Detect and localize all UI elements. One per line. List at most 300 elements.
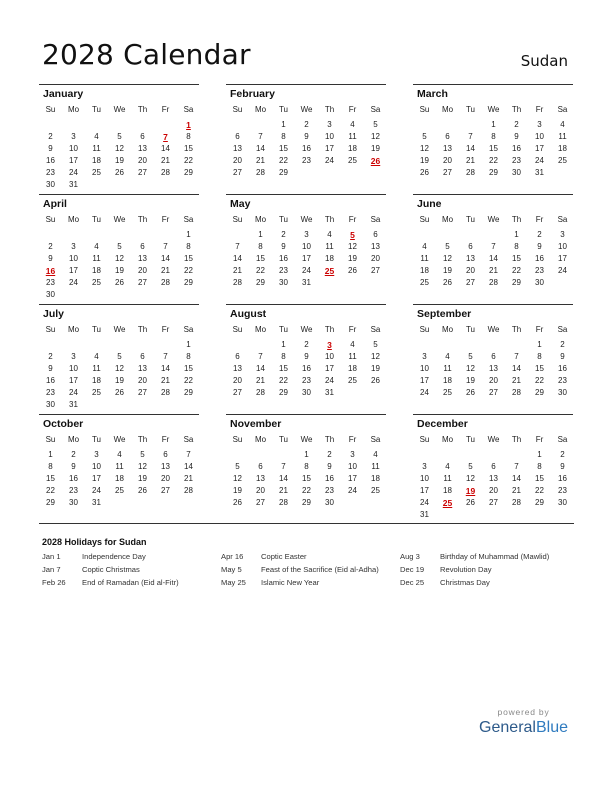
day-cell: 11 <box>558 132 567 141</box>
day-cell: 9 <box>560 462 565 471</box>
weekday-label: Fr <box>348 215 357 224</box>
month-april <box>39 194 199 305</box>
weekday-header <box>413 105 573 115</box>
day-cell: 14 <box>184 462 193 471</box>
day-cell: 23 <box>279 266 288 275</box>
day-cell: 25 <box>92 388 101 397</box>
day-cell: 4 <box>94 242 99 251</box>
day-cell: 28 <box>184 486 193 495</box>
day-cell: 22 <box>279 376 288 385</box>
day-cell: 26 <box>115 388 124 397</box>
weekday-label: Su <box>45 215 56 224</box>
day-cell: 25 <box>558 156 567 165</box>
day-cell: 20 <box>233 156 242 165</box>
day-cell: 28 <box>256 388 265 397</box>
weekday-label: We <box>113 105 126 114</box>
weekday-label: Mo <box>254 105 267 114</box>
day-cell: 5 <box>373 120 378 129</box>
day-cell: 28 <box>161 278 170 287</box>
day-cell: 4 <box>350 120 355 129</box>
day-cell: 19 <box>420 156 429 165</box>
day-cell: 10 <box>69 364 78 373</box>
weekday-label: Mo <box>254 435 267 444</box>
weekday-header <box>39 325 199 335</box>
month-november <box>226 414 386 525</box>
day-cell: 3 <box>304 230 309 239</box>
week-row <box>39 180 199 192</box>
day-cell: 24 <box>420 388 429 397</box>
weekday-label: Sa <box>183 215 194 224</box>
weekday-label: Su <box>232 105 243 114</box>
month-july <box>39 304 199 415</box>
holiday-item <box>400 578 580 591</box>
day-cell: 15 <box>512 254 521 263</box>
day-cell: 1 <box>281 120 286 129</box>
day-cell: 22 <box>256 266 265 275</box>
day-cell: 26 <box>115 278 124 287</box>
weekday-label: Mo <box>67 105 80 114</box>
day-cell: 12 <box>371 132 380 141</box>
day-cell: 4 <box>327 230 332 239</box>
day-cell: 11 <box>443 364 452 373</box>
weekday-label: Su <box>419 215 430 224</box>
weekday-label: Fr <box>161 435 170 444</box>
week-row <box>39 474 199 486</box>
week-row <box>226 462 386 474</box>
day-cell: 22 <box>184 156 193 165</box>
day-cell: 21 <box>256 156 265 165</box>
weekday-label: We <box>300 325 313 334</box>
week-row <box>413 340 573 352</box>
week-row <box>413 156 573 168</box>
weekday-label: Th <box>137 215 148 224</box>
week-row <box>413 462 573 474</box>
day-cell: 2 <box>537 230 542 239</box>
day-cell: 29 <box>489 168 498 177</box>
day-cell: 8 <box>281 132 286 141</box>
day-cell: 4 <box>445 352 450 361</box>
week-row <box>39 290 199 302</box>
weekday-label: Tu <box>465 435 476 444</box>
holiday-name: Coptic Christmas <box>82 565 140 574</box>
holiday-date: May 5 <box>221 565 242 574</box>
day-cell: 13 <box>233 364 242 373</box>
week-row <box>39 266 199 278</box>
day-cell: 23 <box>46 278 55 287</box>
weekday-label: Su <box>419 325 430 334</box>
day-cell: 29 <box>184 388 193 397</box>
weekday-label: We <box>487 215 500 224</box>
day-cell: 27 <box>161 486 170 495</box>
day-cell: 8 <box>537 462 542 471</box>
day-cell: 25 <box>92 278 101 287</box>
weekday-header <box>226 325 386 335</box>
day-cell: 26 <box>466 388 475 397</box>
week-row <box>413 266 573 278</box>
day-cell: 30 <box>558 498 567 507</box>
weekday-label: Th <box>324 215 335 224</box>
weekday-label: Th <box>511 105 522 114</box>
week-row <box>413 510 573 522</box>
day-cell: 20 <box>138 156 147 165</box>
week-row <box>39 168 199 180</box>
day-cell: 18 <box>92 156 101 165</box>
weekday-label: Su <box>419 105 430 114</box>
week-row <box>39 230 199 242</box>
holiday-name: Christmas Day <box>440 578 490 587</box>
holiday-name: Coptic Easter <box>261 552 307 561</box>
day-cell: 28 <box>279 498 288 507</box>
day-cell: 18 <box>558 144 567 153</box>
month-march <box>413 84 573 195</box>
month-name: August <box>230 308 267 320</box>
weekday-label: Th <box>324 105 335 114</box>
day-cell: 10 <box>325 132 334 141</box>
day-cell: 24 <box>302 266 311 275</box>
day-cell: 30 <box>46 290 55 299</box>
weekday-header <box>39 105 199 115</box>
day-cell: 16 <box>512 144 521 153</box>
day-cell: 15 <box>489 144 498 153</box>
day-cell: 6 <box>140 132 145 141</box>
day-cell: 15 <box>46 474 55 483</box>
week-row <box>39 278 199 290</box>
day-cell: 13 <box>466 254 475 263</box>
day-cell: 13 <box>233 144 242 153</box>
day-cell: 17 <box>69 156 78 165</box>
day-cell: 13 <box>489 364 498 373</box>
day-cell: 13 <box>371 242 380 251</box>
week-row <box>226 486 386 498</box>
day-cell: 21 <box>161 266 170 275</box>
day-cell: 5 <box>235 462 240 471</box>
day-cell: 5 <box>468 352 473 361</box>
day-cell: 15 <box>535 474 544 483</box>
day-cell: 7 <box>163 352 168 361</box>
day-cell: 9 <box>537 242 542 251</box>
day-cell: 15 <box>535 364 544 373</box>
weekday-label: Su <box>232 325 243 334</box>
day-cell: 8 <box>491 132 496 141</box>
day-cell: 1 <box>281 340 286 349</box>
day-cell: 1 <box>537 340 542 349</box>
day-cell: 9 <box>281 242 286 251</box>
day-cell: 17 <box>535 144 544 153</box>
day-cell: 9 <box>48 254 53 263</box>
week-row <box>39 120 199 132</box>
weekday-label: Mo <box>254 215 267 224</box>
day-cell: 2 <box>281 230 286 239</box>
day-cell: 14 <box>466 144 475 153</box>
day-cell: 24 <box>420 498 429 507</box>
day-cell: 20 <box>489 486 498 495</box>
day-cell: 20 <box>138 376 147 385</box>
day-cell: 24 <box>69 388 78 397</box>
day-cell: 24 <box>92 486 101 495</box>
day-cell: 6 <box>258 462 263 471</box>
day-cell: 6 <box>235 352 240 361</box>
day-cell: 25 <box>420 278 429 287</box>
day-cell: 9 <box>327 462 332 471</box>
weekday-label: Tu <box>91 435 102 444</box>
holiday-column <box>400 552 580 591</box>
day-cell: 15 <box>279 144 288 153</box>
week-row <box>226 144 386 156</box>
day-cell: 23 <box>69 486 78 495</box>
day-cell: 17 <box>69 266 78 275</box>
weekday-label: We <box>487 105 500 114</box>
weekday-label: Mo <box>441 435 454 444</box>
weekday-label: Tu <box>91 105 102 114</box>
day-cell: 7 <box>186 450 191 459</box>
day-cell: 10 <box>348 462 357 471</box>
day-cell: 23 <box>558 376 567 385</box>
weekday-label: We <box>113 325 126 334</box>
holiday-item <box>400 552 580 565</box>
day-cell: 22 <box>489 156 498 165</box>
day-cell: 17 <box>420 486 429 495</box>
day-cell: 8 <box>537 352 542 361</box>
week-row <box>39 388 199 400</box>
weekday-label: Mo <box>67 325 80 334</box>
holiday-name: End of Ramadan (Eid al-Fitr) <box>82 578 179 587</box>
day-cell: 4 <box>445 462 450 471</box>
day-cell: 7 <box>281 462 286 471</box>
weekday-label: Mo <box>441 325 454 334</box>
day-cell: 30 <box>69 498 78 507</box>
month-name: January <box>43 88 84 100</box>
day-cell: 10 <box>420 474 429 483</box>
day-cell: 27 <box>233 168 242 177</box>
week-row <box>39 450 199 462</box>
day-cell: 12 <box>115 364 124 373</box>
day-cell: 12 <box>115 254 124 263</box>
day-cell: 29 <box>279 168 288 177</box>
holiday-item <box>42 552 222 565</box>
month-name: September <box>417 308 472 320</box>
day-cell: 31 <box>535 168 544 177</box>
day-cell: 25 <box>115 486 124 495</box>
week-row <box>413 352 573 364</box>
day-cell: 18 <box>115 474 124 483</box>
day-cell: 15 <box>184 254 193 263</box>
holiday-day-cell: 19 <box>465 486 476 496</box>
weekday-label: Th <box>137 435 148 444</box>
day-cell: 4 <box>422 242 427 251</box>
weekday-header <box>39 435 199 445</box>
day-cell: 5 <box>445 242 450 251</box>
holidays-title: 2028 Holidays for Sudan <box>42 537 147 547</box>
week-row <box>226 278 386 290</box>
day-cell: 17 <box>348 474 357 483</box>
day-cell: 18 <box>371 474 380 483</box>
day-cell: 12 <box>233 474 242 483</box>
weekday-label: Su <box>45 105 56 114</box>
weekday-label: Sa <box>557 105 568 114</box>
week-row <box>413 230 573 242</box>
week-row <box>413 388 573 400</box>
day-cell: 29 <box>46 498 55 507</box>
weekday-label: Tu <box>465 105 476 114</box>
day-cell: 27 <box>489 388 498 397</box>
day-cell: 25 <box>371 486 380 495</box>
day-cell: 10 <box>69 144 78 153</box>
weekday-label: Su <box>232 215 243 224</box>
weekday-label: We <box>113 435 126 444</box>
day-cell: 12 <box>348 242 357 251</box>
weekday-label: Mo <box>441 105 454 114</box>
week-row <box>413 168 573 180</box>
day-cell: 11 <box>371 462 380 471</box>
week-row <box>413 120 573 132</box>
day-cell: 18 <box>443 486 452 495</box>
week-row <box>413 132 573 144</box>
day-cell: 24 <box>69 278 78 287</box>
day-cell: 17 <box>325 364 334 373</box>
day-cell: 31 <box>325 388 334 397</box>
day-cell: 27 <box>466 278 475 287</box>
day-cell: 17 <box>558 254 567 263</box>
day-cell: 25 <box>348 376 357 385</box>
day-cell: 23 <box>46 388 55 397</box>
week-row <box>226 254 386 266</box>
day-cell: 8 <box>514 242 519 251</box>
weekday-label: Th <box>324 325 335 334</box>
day-cell: 10 <box>535 132 544 141</box>
week-row <box>39 352 199 364</box>
day-cell: 2 <box>304 340 309 349</box>
day-cell: 11 <box>92 364 101 373</box>
holiday-item <box>221 552 401 565</box>
day-cell: 11 <box>92 254 101 263</box>
day-cell: 25 <box>443 388 452 397</box>
day-cell: 30 <box>512 168 521 177</box>
day-cell: 21 <box>184 474 193 483</box>
day-cell: 7 <box>258 352 263 361</box>
holiday-item <box>221 578 401 591</box>
day-cell: 25 <box>92 168 101 177</box>
day-cell: 27 <box>256 498 265 507</box>
weekday-label: Mo <box>254 325 267 334</box>
weekday-label: Su <box>419 435 430 444</box>
week-row <box>226 266 386 278</box>
week-row <box>413 278 573 290</box>
month-name: February <box>230 88 275 100</box>
brand-name-part-b: Blue <box>535 719 568 736</box>
day-cell: 11 <box>115 462 124 471</box>
week-row <box>413 486 573 498</box>
day-cell: 29 <box>535 388 544 397</box>
day-cell: 12 <box>443 254 452 263</box>
day-cell: 13 <box>138 254 147 263</box>
day-cell: 4 <box>94 352 99 361</box>
day-cell: 18 <box>92 376 101 385</box>
holiday-day-cell: 3 <box>327 340 332 350</box>
day-cell: 19 <box>348 254 357 263</box>
week-row <box>39 340 199 352</box>
holiday-item <box>42 578 222 591</box>
day-cell: 28 <box>161 168 170 177</box>
day-cell: 5 <box>140 450 145 459</box>
day-cell: 10 <box>302 242 311 251</box>
day-cell: 29 <box>279 388 288 397</box>
weekday-label: We <box>487 325 500 334</box>
holiday-day-cell: 7 <box>163 132 168 142</box>
day-cell: 14 <box>161 364 170 373</box>
day-cell: 26 <box>371 376 380 385</box>
day-cell: 15 <box>302 474 311 483</box>
day-cell: 7 <box>491 242 496 251</box>
day-cell: 12 <box>138 462 147 471</box>
day-cell: 31 <box>69 400 78 409</box>
weekday-label: Tu <box>465 325 476 334</box>
day-cell: 18 <box>348 144 357 153</box>
weekday-label: We <box>487 435 500 444</box>
week-row <box>39 486 199 498</box>
day-cell: 6 <box>491 462 496 471</box>
day-cell: 16 <box>46 376 55 385</box>
day-cell: 7 <box>258 132 263 141</box>
day-cell: 29 <box>256 278 265 287</box>
day-cell: 9 <box>48 144 53 153</box>
day-cell: 17 <box>325 144 334 153</box>
day-cell: 20 <box>489 376 498 385</box>
week-row <box>226 120 386 132</box>
day-cell: 9 <box>514 132 519 141</box>
day-cell: 11 <box>92 144 101 153</box>
weekday-label: Fr <box>348 105 357 114</box>
day-cell: 20 <box>161 474 170 483</box>
month-december <box>413 414 573 525</box>
day-cell: 24 <box>348 486 357 495</box>
day-cell: 12 <box>420 144 429 153</box>
weekday-label: Th <box>324 435 335 444</box>
day-cell: 11 <box>443 474 452 483</box>
day-cell: 16 <box>46 156 55 165</box>
day-cell: 21 <box>256 376 265 385</box>
month-name: June <box>417 198 442 210</box>
brand-logo <box>479 707 568 737</box>
day-cell: 30 <box>279 278 288 287</box>
calendar-grid <box>39 84 574 524</box>
day-cell: 20 <box>466 266 475 275</box>
day-cell: 30 <box>325 498 334 507</box>
day-cell: 21 <box>279 486 288 495</box>
month-name: October <box>43 418 84 430</box>
weekday-label: Tu <box>465 215 476 224</box>
day-cell: 16 <box>558 474 567 483</box>
weekday-label: Th <box>137 105 148 114</box>
day-cell: 5 <box>117 352 122 361</box>
day-cell: 23 <box>325 486 334 495</box>
day-cell: 3 <box>560 230 565 239</box>
day-cell: 6 <box>163 450 168 459</box>
powered-by-text: powered by <box>497 707 550 717</box>
week-row <box>226 132 386 144</box>
holiday-date: Apr 16 <box>221 552 244 561</box>
weekday-label: Sa <box>370 105 381 114</box>
weekday-label: Sa <box>370 435 381 444</box>
day-cell: 26 <box>233 498 242 507</box>
day-cell: 16 <box>279 254 288 263</box>
day-cell: 3 <box>422 352 427 361</box>
day-cell: 1 <box>514 230 519 239</box>
weekday-label: Sa <box>370 215 381 224</box>
day-cell: 27 <box>138 278 147 287</box>
day-cell: 20 <box>443 156 452 165</box>
holiday-day-cell: 16 <box>45 266 56 276</box>
day-cell: 10 <box>92 462 101 471</box>
